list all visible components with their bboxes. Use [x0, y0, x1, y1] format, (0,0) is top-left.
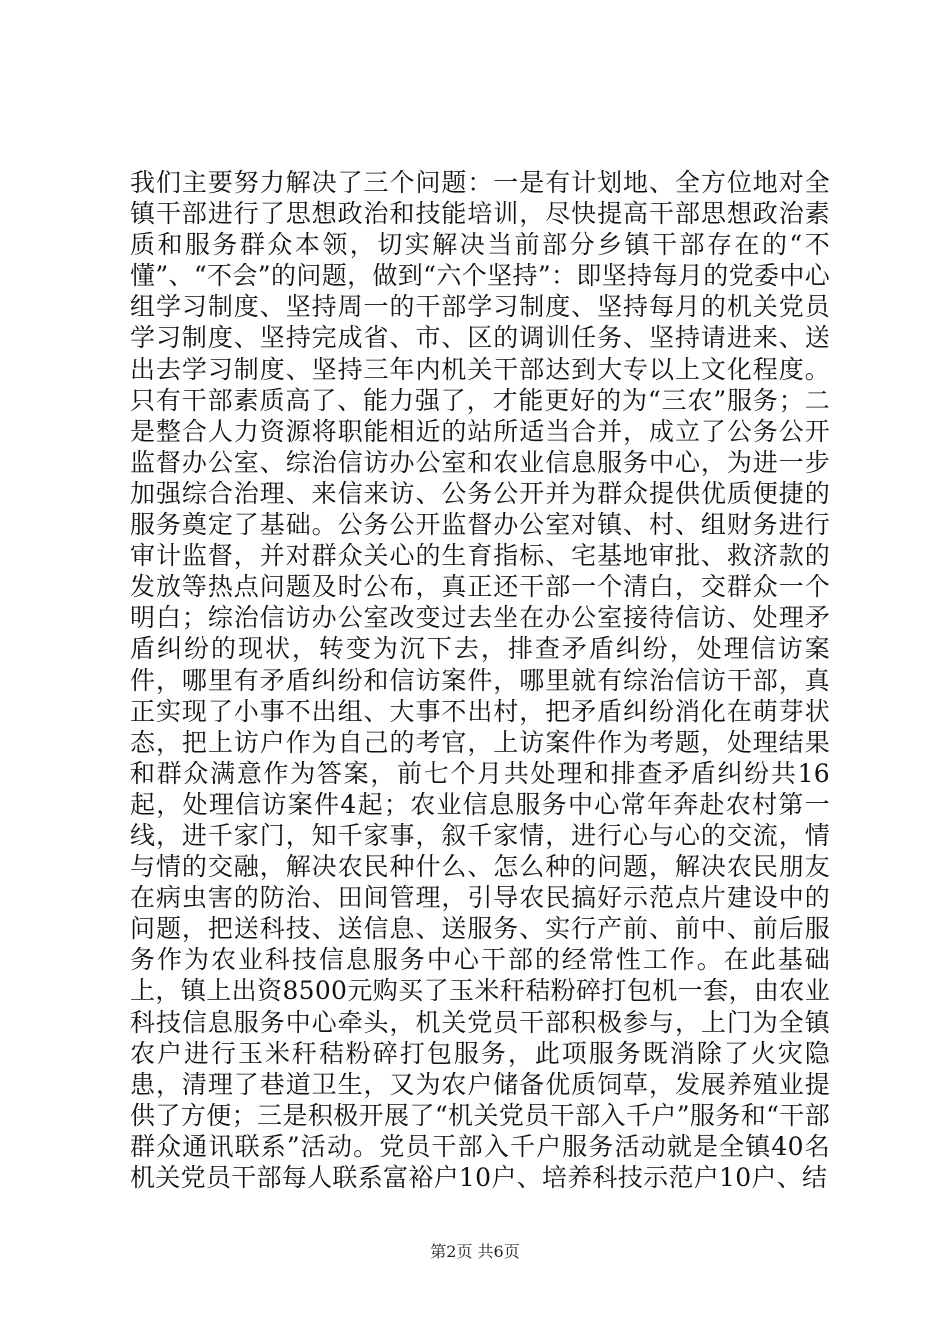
body-paragraph: 我们主要努力解决了三个问题：一是有计划地、全方位地对全镇干部进行了思想政治和技能培训，尽快提高干部思想政治素质和服务群众本领，切实解决当前部分乡镇干部存在的“不懂”、“不会”的问题，做到“六个坚持”：即坚持每月的党委中心组学习制度、坚持周一的干部学习制度、坚持每月的机关党员学习制度、坚持完成省、市、区的调训任务、坚持请进来、送出去学习制度、坚持三年内机关干部达到大专以上文化程度。只有干部素质高了、能力强了，才能更好的为“三农”服务；二是整合人力资源将职能相近的站所适当合并，成立了公务公开监督办公室、综治信访办公室和农业信息服务中心，为进一步加强综合治理、来信来访、公务公开并为群众提供优质便捷的服务奠定了基础。公务公开监督办公室对镇、村、组财务进行审计监督，并对群众关心的生育指标、宅基地审批、救济款的发放等热点问题及时公布，真正还干部一个清白，交群众一个明白；综治信访办公室改变过去坐在办公室接待信访、处理矛盾纠纷的现状，转变为沉下去，排查矛盾纠纷，处理信访案件，哪里有矛盾纠纷和信访案件，哪里就有综治信访干部，真正实现了小事不出组、大事不出村，把矛盾纠纷消化在萌芽状态，把上访户作为自己的考官，上访案件作为考题，处理结果和群众满意作为答案，前七个月共处理和排查矛盾纠纷共16起，处理信访案件4起；农业信息服务中心常年奔赴农村第一线，进千家门，知千家事，叙千家情，进行心与心的交流，情与情的交融，解决农民种什么、怎么种的问题，解决农民朋友在病虫害的防治、田间管理，引导农民搞好示范点片建设中的问题，把送科技、送信息、送服务、实行产前、前中、前后服务作为农业科技信息服务中心干部的经常性工作。在此基础上，镇上出资8500元购买了玉米秆秸粉碎打包机一套，由农业科技信息服务中心牵头，机关党员干部积极参与，上门为全镇农户进行玉米秆秸粉碎打包服务，此项服务既消除了火灾隐患，清理了巷道卫生，又为农户储备优质饲草，发展养殖业提供了方便；三是积极开展了“机关党员干部入千户”服务和“干部群众通讯联系”活动。党员干部入千户服务活动就是全镇40名机关党员干部每人联系富裕户10户、培养科技示范户10户、结	[130, 168, 830, 1192]
page-number-footer: 第2页 共6页	[430, 1242, 520, 1261]
